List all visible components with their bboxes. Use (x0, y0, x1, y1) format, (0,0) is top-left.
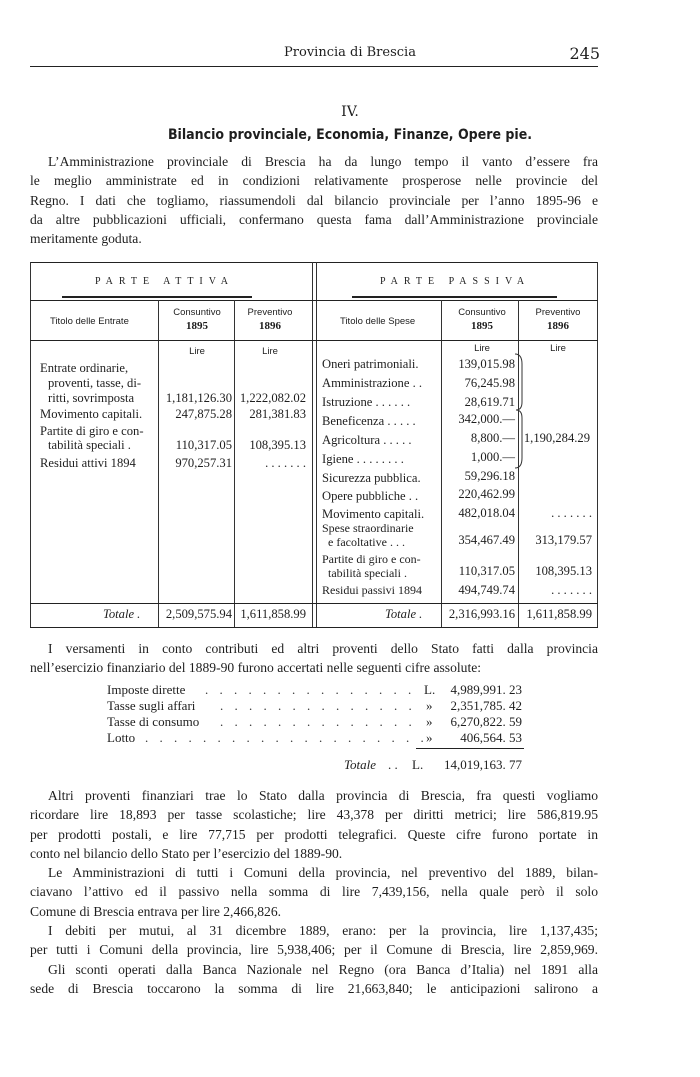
passiva-consuntivo-value: 354,467.49 (458, 533, 515, 547)
passiva-row-label: Movimento capitali. (322, 507, 425, 521)
closing-line: per tutti i Comuni della provincia, lire 5,938,406; per il Comune di Brescia, lire 2,859,969. (30, 942, 598, 958)
passiva-consuntivo-value: 220,462.99 (458, 487, 515, 501)
attiva-preventivo-value: 281,381.83 (249, 407, 306, 421)
attiva-row-label: Movimento capitali. (40, 407, 143, 421)
attiva-label-line: ritti, sovrimposta (48, 391, 135, 405)
passiva-col-consuntivo-year: 1895 (471, 320, 493, 332)
attiva-label-line: proventi, tasse, di- (48, 376, 142, 390)
intro-line: meritamente goduta. (30, 231, 142, 247)
attiva-preventivo-value: . . . . . . . (265, 456, 306, 470)
attiva-row-label (40, 424, 144, 452)
passiva-row-label: Oneri patrimoniali. (322, 357, 419, 371)
section-number: IV. (341, 104, 359, 120)
passiva-row-label: Amministrazione . . (322, 376, 423, 390)
section-title: Bilancio provinciale, Economia, Finanze, Opere pie. (167, 127, 533, 143)
attiva-col-title: Titolo delle Entrate (50, 316, 129, 327)
passiva-col-consuntivo: Consuntivo (458, 307, 506, 318)
closing-line: conto nel bilancio dello Stato per l’esercizio del 1889-90. (30, 845, 343, 861)
passiva-row-label: Istruzione . . . . . . (322, 395, 411, 409)
closing-text (30, 786, 598, 998)
passiva-total-consuntivo: 2,316,993.16 (448, 607, 515, 621)
passiva-row-label: Igiene . . . . . . . . (322, 452, 404, 466)
closing-line: sede di Brescia toccarono la somma di lire 21,663,840; le anticipazioni salirono a (30, 980, 598, 996)
attiva-total-consuntivo: 2,509,575.94 (165, 607, 232, 621)
table-colhead-rule (30, 340, 598, 341)
contributi-marker: » (426, 730, 433, 745)
passiva-col-preventivo: Preventivo (535, 307, 581, 318)
attiva-preventivo-value: 108,395.13 (249, 438, 306, 452)
passiva-unit-preventivo: Lire (550, 343, 566, 354)
closing-line: Altri proventi finanziari trae lo Stato dalla provincia di Brescia, fra questi vogliamo (48, 788, 598, 803)
passiva-row-label (322, 521, 414, 549)
versamenti-paragraph (30, 639, 598, 678)
passiva-total-preventivo: 1,611,858.99 (526, 607, 592, 621)
attiva-unit-preventivo: Lire (262, 346, 278, 357)
attiva-col-preventivo: Preventivo (247, 307, 293, 318)
passiva-consuntivo-value: 28,619.71 (464, 395, 515, 409)
intro-line: L’Amministrazione provinciale di Brescia ha da lungo tempo il vanto d’essere fra (48, 154, 598, 169)
passiva-consuntivo-value: 139,015.98 (458, 357, 515, 371)
attiva-consuntivo-value: 110,317.05 (175, 438, 232, 452)
intro-line: da altre pubblicazioni ufficiali, confermano questa fama dall’Amministrazione provinciale (30, 211, 598, 227)
leader-dots: . . . . . . . . . . . . . . (220, 714, 416, 729)
table-center-divider (312, 262, 313, 628)
attiva-col-consuntivo-year: 1895 (186, 320, 208, 332)
versamenti-line: nell’esercizio finanziario del 1889-90 furono accertati nelle seguenti cifre assolute: (30, 660, 482, 676)
passiva-consuntivo-value: 76,245.98 (464, 376, 515, 390)
attiva-title: PARTE ATTIVA (95, 276, 234, 287)
closing-line: ricordare lire 18,893 per tasse scolastiche; lire 43,378 per diritti metrici; lire 586,819.95 (30, 807, 598, 823)
attiva-preventivo-value: 1,222,082.02 (239, 391, 306, 405)
attiva-row-label (40, 361, 141, 406)
table-head-rule (30, 300, 598, 301)
table-right-edge (597, 262, 598, 628)
attiva-label-line: tabilità speciali . (48, 438, 131, 452)
passiva-consuntivo-value: 1,000.— (470, 450, 515, 464)
closing-line: ciavano l’attivo ed il passivo nella somma di lire 7,439,156, nella quale però il solo (30, 884, 598, 900)
passiva-consuntivo-value: 342,000.— (458, 412, 515, 426)
passiva-consuntivo-value: 482,018.04 (458, 506, 515, 520)
contributi-total-rule (416, 748, 524, 749)
leader-dots: . . . . . . . . . . . . . . . . . . . . (145, 730, 428, 745)
intro-line: le meglio amministrate ed in condizioni relativamente prosperose nelle provincie del (30, 173, 598, 189)
intro-line: Regno. I dati che togliamo, riassumendoli dal bilancio provinciale per l’anno 1895-96 e (30, 192, 598, 208)
passiva-consuntivo-value: 494,749.74 (458, 583, 515, 597)
attiva-total-preventivo: 1,611,858.99 (240, 607, 306, 621)
passiva-consuntivo-value: 59,296.18 (464, 469, 515, 483)
contributi-label: Tasse sugli affari (107, 698, 196, 713)
passiva-total-label: Totale . (385, 607, 423, 621)
passiva-col-title: Titolo delle Spese (340, 316, 416, 327)
attiva-unit-consuntivo: Lire (189, 346, 205, 357)
contributi-value: 4,989,991. 23 (450, 682, 522, 697)
contributi-marker: » (426, 698, 433, 713)
header-rule (30, 66, 598, 67)
passiva-label-line: tabilità speciali . (328, 566, 407, 580)
passiva-col-preventivo-year: 1896 (547, 320, 569, 332)
table-bottom-rule (30, 627, 598, 628)
grouping-brace (514, 352, 524, 470)
passiva-preventivo-value: 313,179.57 (535, 533, 592, 547)
passiva-label-line: e facoltative . . . (328, 535, 405, 549)
totals-rule (30, 603, 598, 604)
attiva-col-preventivo-year: 1896 (259, 320, 281, 332)
contributi-label: Lotto (107, 730, 136, 745)
running-title: Provincia di Brescia (284, 45, 416, 60)
closing-line: Gli sconti operati dalla Banca Nazionale nel Regno (ora Banca d’Italia) nel 1891 alla (48, 961, 598, 977)
passiva-preventivo-value: . . . . . . . (551, 583, 592, 597)
passiva-row-label: Residui passivi 1894 (322, 583, 423, 597)
passiva-row-label: Agricoltura . . . . . (322, 433, 412, 447)
leader-dots: . . (388, 757, 398, 772)
contributi-marker: L. (424, 682, 436, 697)
contributi-value: 6,270,822. 59 (450, 714, 522, 729)
contributi-marker: » (426, 714, 433, 729)
closing-line: Comune di Brescia entrava per lire 2,466,826. (30, 903, 282, 919)
attiva-consuntivo-value: 247,875.28 (175, 407, 232, 421)
passiva-title-rule (352, 296, 557, 298)
passiva-preventivo-value: 108,395.13 (535, 564, 592, 578)
attiva-label-line: Entrate ordinarie, (40, 361, 129, 375)
passiva-row-label (322, 552, 421, 580)
leader-dots: . . . . . . . . . . . . . . (220, 698, 416, 713)
passiva-grouped-preventivo: 1,190,284.29 (523, 431, 590, 445)
passiva-preventivo-value: . . . . . . . (551, 506, 592, 520)
contributi-total-marker: L. (412, 757, 424, 772)
contributi-total-label: Totale (344, 757, 377, 772)
passiva-row-label: Beneficenza . . . . . (322, 414, 416, 428)
passiva-label-line: Partite di giro e con- (322, 552, 421, 566)
table-top-rule (30, 262, 598, 263)
attiva-consuntivo-value: 970,257.31 (175, 456, 232, 470)
passiva-row-label: Opere pubbliche . . (322, 489, 419, 503)
closing-line: Le Amministrazioni di tutti i Comuni della provincia, nel preventivo del 1889, bilan- (48, 865, 598, 881)
attiva-row-label: Residui attivi 1894 (40, 456, 136, 470)
contributi-total-value: 14,019,163. 77 (444, 757, 522, 772)
passiva-consuntivo-value: 110,317.05 (458, 564, 515, 578)
table-left-edge (30, 262, 31, 628)
passiva-row-label: Sicurezza pubblica. (322, 471, 421, 485)
contributi-label: Imposte dirette (107, 682, 186, 697)
attiva-total-label: Totale . (103, 607, 141, 621)
contributi-value: 406,564. 53 (460, 730, 522, 745)
closing-line: per prodotti postali, e lire 77,715 per prodotti telegrafici. Queste cifre furono portate in (30, 826, 598, 842)
contributi-label: Tasse di consumo (107, 714, 200, 729)
contributi-value: 2,351,785. 42 (450, 698, 522, 713)
versamenti-line: I versamenti in conto contributi ed altri proventi dello Stato fatti dalla provincia (48, 641, 598, 656)
passiva-unit-consuntivo: Lire (474, 343, 490, 354)
passiva-label-line: Spese straordinarie (322, 521, 414, 535)
passiva-title: PARTE PASSIVA (380, 276, 531, 287)
attiva-col-consuntivo: Consuntivo (173, 307, 221, 318)
attiva-title-rule (62, 296, 252, 298)
passiva-consuntivo-value: 8,800.— (470, 431, 515, 445)
intro-paragraph (30, 152, 598, 248)
closing-line: I debiti per mutui, al 31 dicembre 1889, erano: per la provincia, lire 1,137,435; (48, 923, 598, 939)
leader-dots: . . . . . . . . . . . . . . . (205, 682, 416, 697)
table-center-divider (316, 262, 317, 628)
attiva-label-line: Partite di giro e con- (40, 424, 144, 438)
page-number: 245 (569, 44, 600, 63)
attiva-consuntivo-value: 1,181,126.30 (165, 391, 232, 405)
